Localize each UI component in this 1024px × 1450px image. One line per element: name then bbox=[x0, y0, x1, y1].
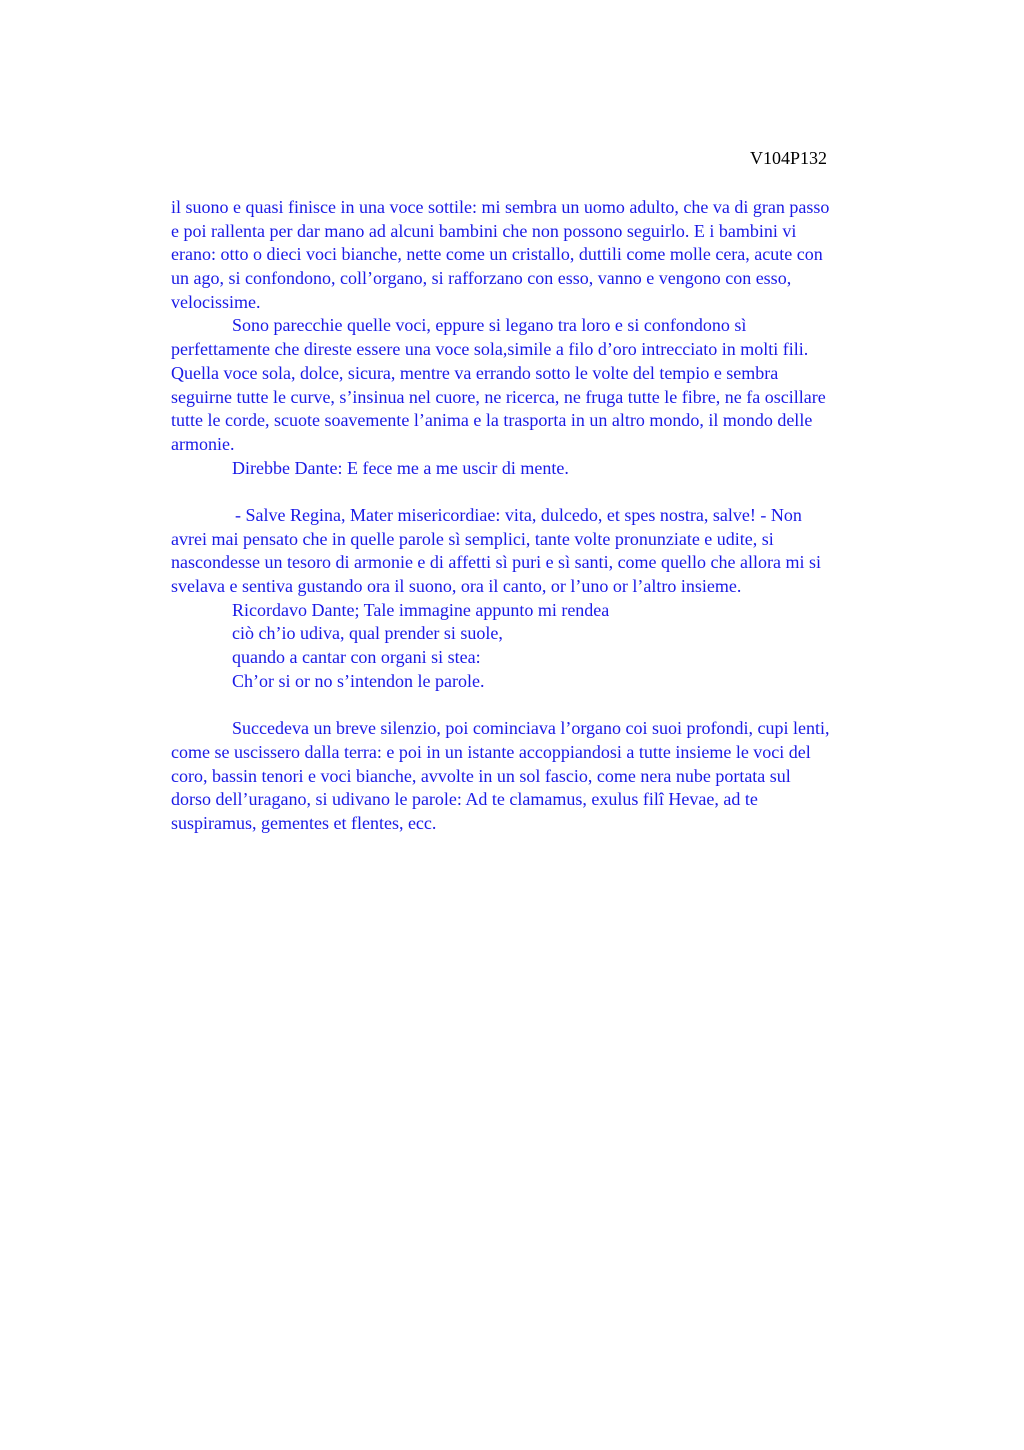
text-line: nascondesse un tesoro di armonie e di affetti sì puri e sì santi, come quello che allora mi si bbox=[171, 552, 821, 573]
blank-line bbox=[171, 693, 971, 717]
text-line: Quella voce sola, dolce, sicura, mentre va errando sotto le volte del tempio e sembra bbox=[171, 362, 779, 383]
text-line: tutte le corde, scuote soavemente l’anima e la trasporta in un altro mondo, il mondo delle bbox=[171, 410, 813, 431]
document-body bbox=[171, 196, 971, 836]
text-line: Direbbe Dante: E fece me a me uscir di mente. bbox=[232, 457, 569, 478]
text-line: Sono parecchie quelle voci, eppure si legano tra loro e si confondono sì bbox=[232, 315, 747, 336]
verse-line: ciò ch’io udiva, qual prender si suole, bbox=[232, 623, 503, 644]
text-line: erano: otto o dieci voci bianche, nette come un cristallo, duttili come molle cera, acute con bbox=[171, 244, 823, 265]
page-identifier: V104P132 bbox=[750, 148, 828, 168]
text-line: - Salve Regina, Mater misericordiae: vita, dulcedo, et spes nostra, salve! - Non bbox=[235, 504, 802, 525]
text-line: e poi rallenta per dar mano ad alcuni bambini che non possono seguirlo. E i bambini vi bbox=[171, 220, 797, 241]
text-line: armonie. bbox=[171, 433, 235, 454]
text-line: un ago, si confondono, coll’organo, si rafforzano con esso, vanno e vengono con esso, bbox=[171, 268, 792, 289]
verse-line: Ch’or si or no s’intendon le parole. bbox=[232, 670, 485, 691]
text-line: come se uscissero dalla terra: e poi in un istante accoppiandosi a tutte insieme le voci del bbox=[171, 741, 811, 762]
text-line: perfettamente che direste essere una voce sola,simile a filo d’oro intrecciato in molti fili. bbox=[171, 339, 809, 360]
text-line: velocissime. bbox=[171, 291, 261, 312]
text-line: svelava e sentiva gustando ora il suono, ora il canto, or l’uno or l’altro insieme. bbox=[171, 576, 742, 596]
text-line: il suono e quasi finisce in una voce sottile: mi sembra un uomo adulto, che va di gran passo bbox=[171, 197, 830, 217]
verse-line: Ricordavo Dante; Tale immagine appunto mi rendea bbox=[232, 599, 610, 620]
blank-line bbox=[171, 480, 971, 504]
text-line: coro, bassin tenori e voci bianche, avvolte in un sol fascio, come nera nube portata sul bbox=[171, 765, 791, 786]
text-line: avrei mai pensato che in quelle parole sì semplici, tante volte pronunziate e udite, si bbox=[171, 528, 774, 549]
text-line: suspiramus, gementes et flentes, ecc. bbox=[171, 812, 437, 833]
text-line: dorso dell’uragano, si udivano le parole: Ad te clamamus, exulus filî Hevae, ad te bbox=[171, 789, 758, 810]
text-line: seguirne tutte le curve, s’insinua nel cuore, ne ricerca, ne fruga tutte le fibre, ne fa oscillare bbox=[171, 386, 826, 407]
text-line: Succedeva un breve silenzio, poi cominciava l’organo coi suoi profondi, cupi lenti, bbox=[232, 718, 830, 739]
verse-line: quando a cantar con organi si stea: bbox=[232, 647, 481, 668]
